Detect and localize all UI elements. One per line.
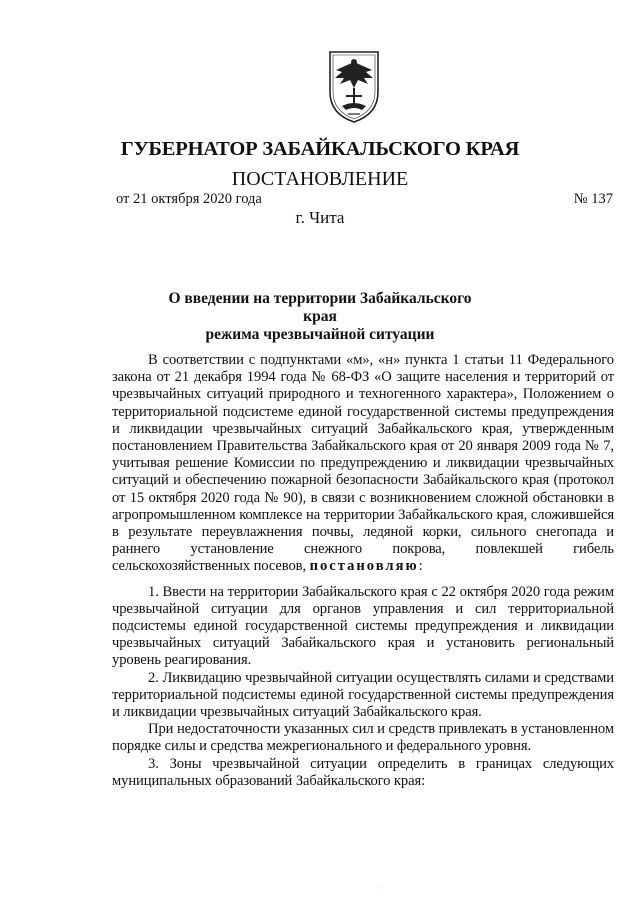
document-date: от 21 октября 2020 года <box>116 191 262 207</box>
item-paragraph: 1. Ввести на территории Забайкальского края с 22 октября 2020 года режим чрезвычайной ситуации для органов управления и сил территориальной подсистемы единой государственной системы предупреждения и ликвидации чрезвычайных ситуаций Забайкальского края и установить региональный уровень реагирования. <box>112 583 614 669</box>
preamble-paragraph <box>112 352 614 576</box>
preamble-text: В соответствии с подпунктами «м», «н» пункта 1 статьи 11 Федерального закона от 21 декабря 1994 года № 68-ФЗ «О защите населения и территорий от чрезвычайных ситуаций природного и техногенного характера», Положением о территориальной подсистеме единой государственной системы предупреждения и ликвидации чрезвычайных ситуаций Забайкальского края, утвержденным постановлением Правительства Забайкальского края от 20 января 2009 года № 7, учитывая решение Комиссии по предупреждению и ликвидации чрезвычайных ситуаций и обеспечению пожарной безопасности Забайкальского края (протокол от 15 октября 2020 года № 90), в связи с возникновением сложной обстановки в агропромышленном комплексе на территории Забайкальского края, сложившейся в результате переувлажнения почвы, ледяной корки, сильного снегопада и раннего установление снежного покрова, повлекшей гибель сельскохозяйственных посевов, <box>112 352 614 575</box>
subject-line-2: режима чрезвычайной ситуации <box>205 326 435 343</box>
scan-speck: · <box>380 884 383 893</box>
document-type: ПОСТАНОВЛЕНИЕ <box>231 168 409 190</box>
document-subject <box>150 290 490 344</box>
item-paragraph: 3. Зоны чрезвычайной ситуации определить в границах следующих муниципальных образований Забайкальского края: <box>112 755 614 789</box>
document-body <box>112 352 614 790</box>
document-number: № 137 <box>573 191 613 207</box>
item-paragraph: 2. Ликвидацию чрезвычайной ситуации осуществлять силами и средствами территориальной подсистемы единой государственной системы предупреждения и ликвидации чрезвычайных ситуаций Забайкальского края. <box>112 669 614 721</box>
resolve-colon: : <box>418 558 423 575</box>
item-paragraph: При недостаточности указанных сил и средств привлекать в установленном порядке силы и средства межрегионального и федерального уровня. <box>112 721 614 755</box>
authority-title: ГУБЕРНАТОР ЗАБАЙКАЛЬСКОГО КРАЯ <box>120 138 520 160</box>
subject-line-1: О введении на территории Забайкальского края <box>168 290 472 325</box>
resolve-word: постановляю <box>309 558 419 575</box>
coat-of-arms-emblem <box>322 48 386 124</box>
document-city: г. Чита <box>295 208 345 227</box>
